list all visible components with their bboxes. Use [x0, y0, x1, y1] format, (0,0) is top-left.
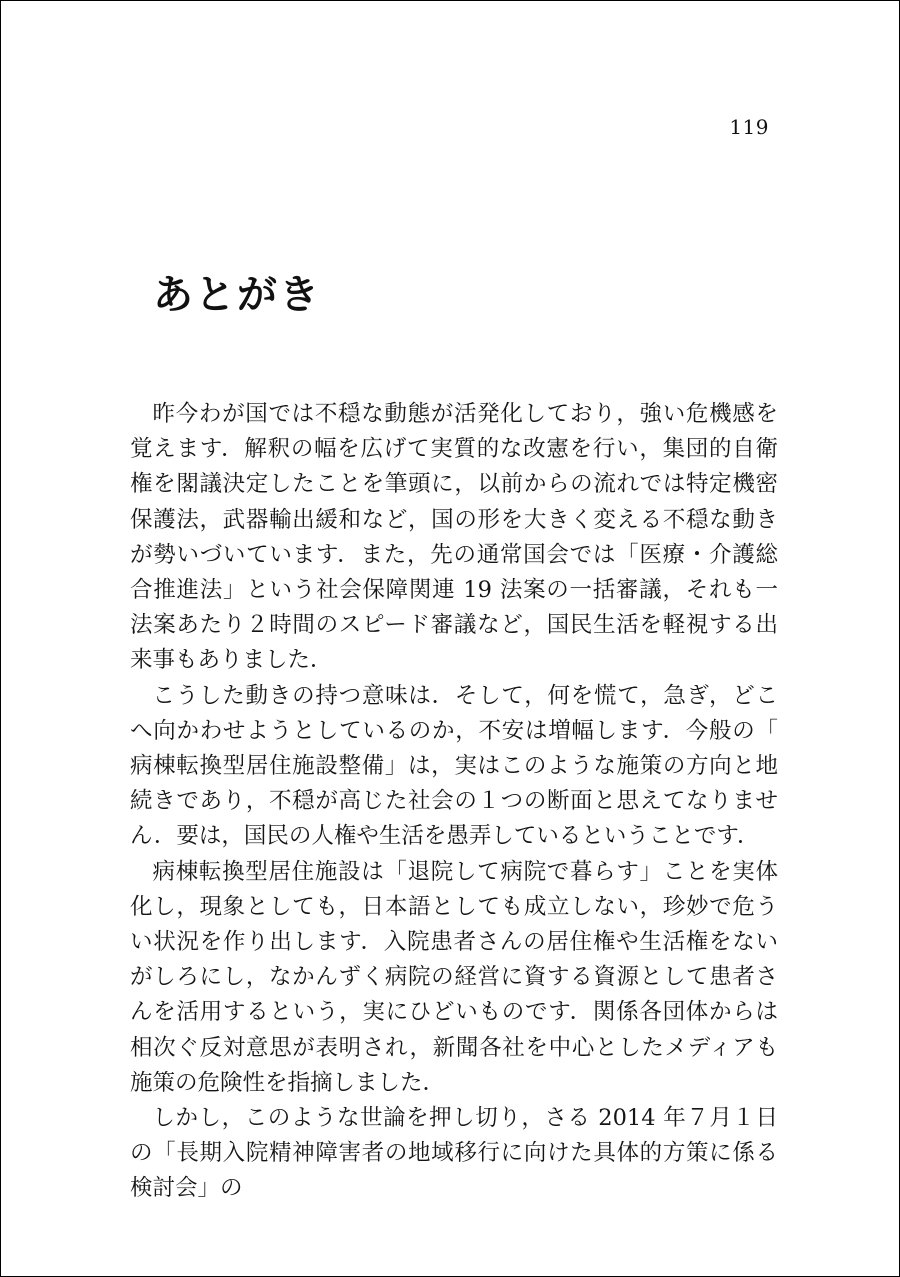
chapter-title: あとがき — [153, 272, 321, 318]
paragraph-2: こうした動きの持つ意味は．そして，何を慌て，急ぎ，どこへ向かわせようとしているのか，不安は増幅します．今般の「病棟転換型居住施設整備」は，実はこのような施策の方向と地続きであり，不穏が高じた社会の１つの断面と思えてなりません．要は，国民の人権や生活を愚弄しているということです． — [130, 682, 778, 850]
paragraph-3: 病棟転換型居住施設は「退院して病院で暮らす」ことを実体化し，現象としても，日本語としても成立しない，珍妙で危うい状況を作り出します．入院患者さんの居住権や生活権をないがしろにし，なかんずく病院の経営に資する資源として患者さんを活用するという，実にひどいものです．関係各団体からは相次ぐ反対意思が表明され，新聞各社を中心としたメディアも施策の危険性を指摘しました． — [130, 858, 778, 1096]
body-text — [130, 397, 778, 1207]
paragraph-1: 昨今わが国では不穏な動態が活発化しており，強い危機感を覚えます．解釈の幅を広げて実質的な改憲を行い，集団的自衛権を閣議決定したことを筆頭に，以前からの流れでは特定機密保護法，武器輸出緩和など，国の形を大きく変える不穏な動きが勢いづいています．また，先の通常国会では「医療・介護総合推進法」という社会保障関連 19 法案の一括審議，それも一法案あたり２時間のスピード審議など，国民生活を軽視する出来事もありました． — [130, 401, 778, 674]
paragraph-4: しかし，このような世論を押し切り，さる 2014 年７月１日の「長期入院精神障害者の地域移行に向けた具体的方策に係る検討会」の — [130, 1105, 778, 1202]
page-number: 119 — [729, 115, 769, 139]
